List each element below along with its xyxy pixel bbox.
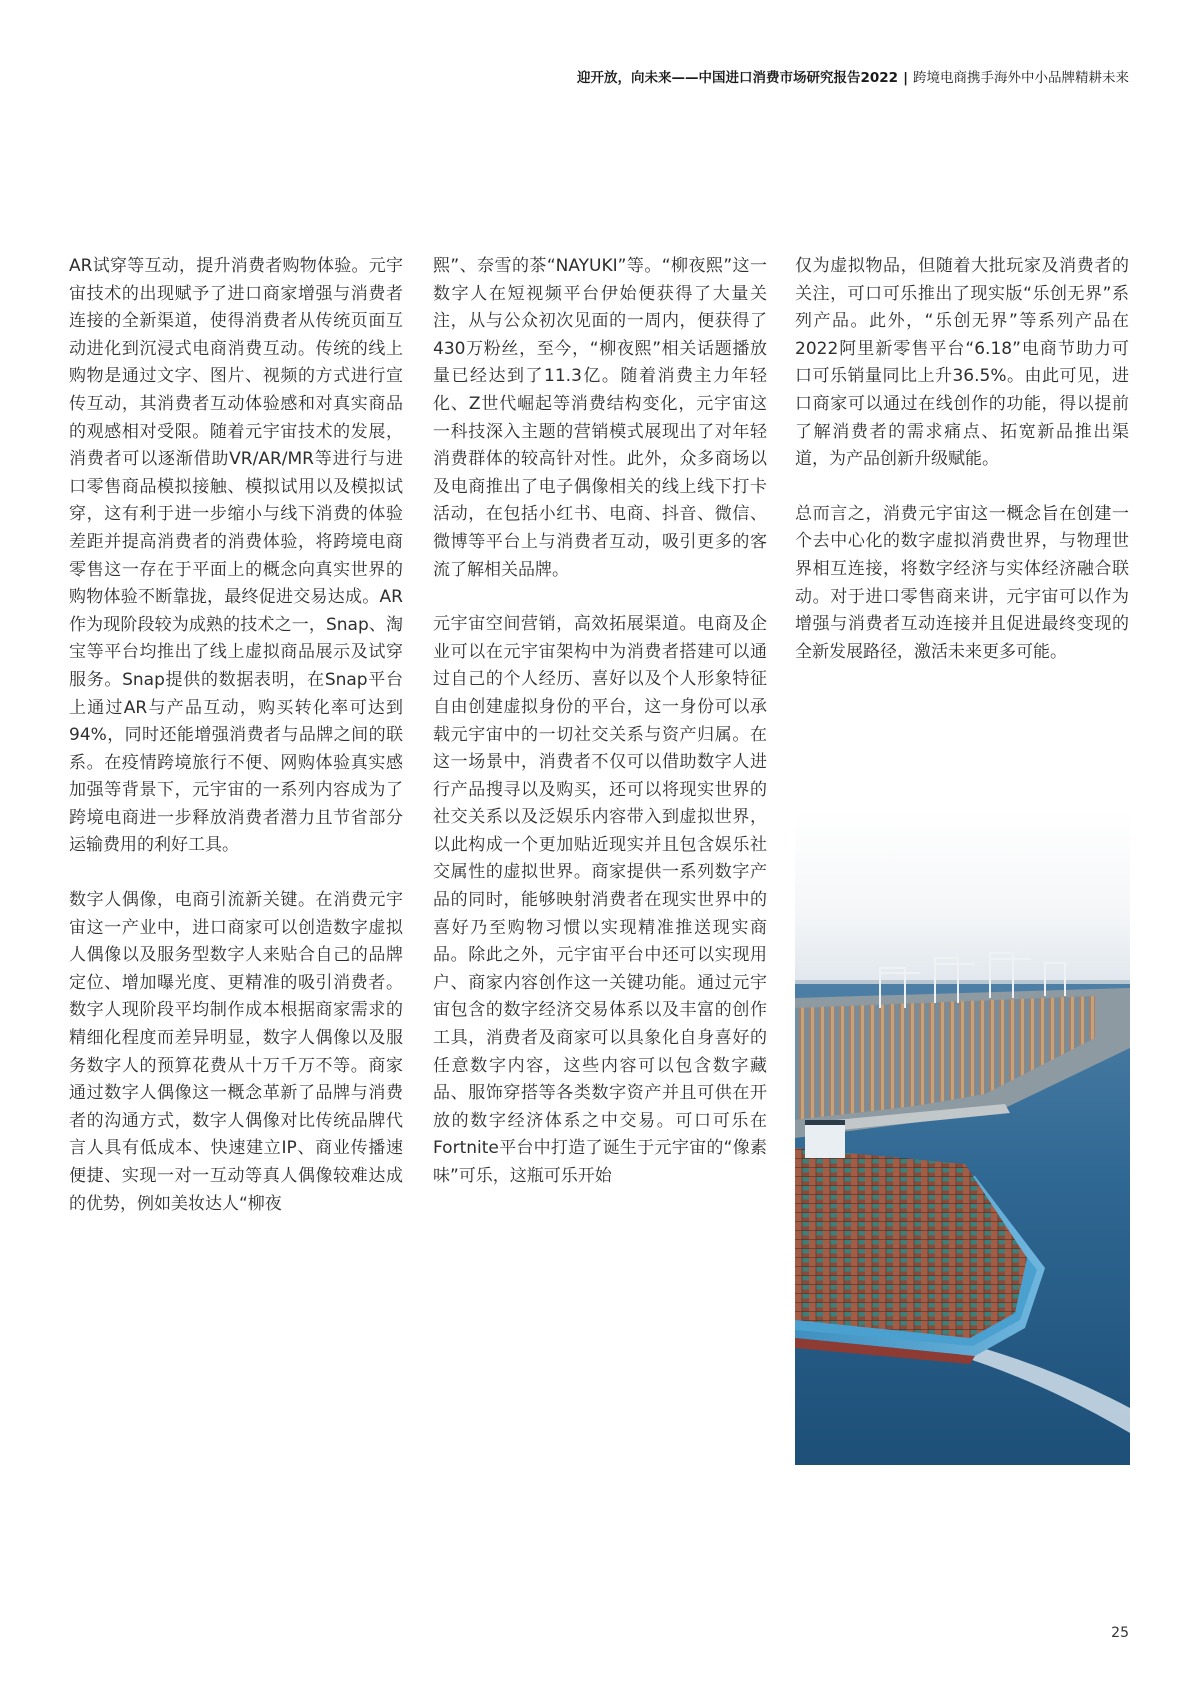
page-header (577, 66, 1129, 86)
header-separator: | (903, 70, 908, 86)
photo-illustration (795, 808, 1130, 1465)
text-column-3 (795, 253, 1129, 693)
page-number: 25 (1111, 1625, 1129, 1641)
paragraph: 仅为虚拟物品，但随着大批玩家及消费者的关注，可口可乐推出了现实版“乐创无界”系列产品。此外，“乐创无界”等系列产品在2022阿里新零售平台“6.18”电商节助力可口可乐销量同比上升36.5%。由此可见，进口商家可以通过在线创作的功能，得以提前了解消费者的需求痛点、拓宽新品推出渠道，为产品创新升级赋能。 (795, 256, 1129, 470)
report-subtitle: 跨境电商携手海外中小品牌精耕未来 (913, 70, 1129, 86)
paragraph: 数字人偶像，电商引流新关键。在消费元宇宙这一产业中，进口商家可以创造数字虚拟人偶像以及服务型数字人来贴合自己的品牌定位、增加曝光度、更精准的吸引消费者。数字人现阶段平均制作成本根据商家需求的精细化程度而差异明显，数字人偶像以及服务数字人的预算花费从十万千万不等。商家通过数字人偶像这一概念革新了品牌与消费者的沟通方式，数字人偶像对比传统品牌代言人具有低成本、快速建立IP、商业传播速便捷、实现一对一互动等真人偶像较难达成的优势，例如美妆达人“柳夜 (69, 890, 403, 1214)
paragraph: 熙”、奈雪的茶“NAYUKI”等。“柳夜熙”这一数字人在短视频平台伊始便获得了大量关注，从与公众初次见面的一周内，便获得了430万粉丝，至今，“柳夜熙”相关话题播放量已经达到了11.3亿。随着消费主力年轻化、Z世代崛起等消费结构变化，元宇宙这一科技深入主题的营销模式展现出了对年轻消费群体的较高针对性。此外，众多商场以及电商推出了电子偶像相关的线上线下打卡活动，在包括小红书、电商、抖音、微信、微博等平台上与消费者互动，吸引更多的客流了解相关品牌。 (433, 256, 767, 580)
text-column-2 (433, 253, 767, 1218)
container-port-ship-photo (795, 808, 1130, 1465)
text-column-1 (69, 253, 403, 1245)
report-title: 迎开放，向未来——中国进口消费市场研究报告2022 (576, 70, 899, 86)
paragraph: 总而言之，消费元宇宙这一概念旨在创建一个去中心化的数字虚拟消费世界，与物理世界相互连接，将数字经济与实体经济融合联动。对于进口零售商来讲，元宇宙可以作为增强与消费者互动连接并且促进最终变现的全新发展路径，激活未来更多可能。 (795, 503, 1129, 662)
paragraph: 元宇宙空间营销，高效拓展渠道。电商及企业可以在元宇宙架构中为消费者搭建可以通过自己的个人经历、喜好以及个人形象特征自由创建虚拟身份的平台，这一身份可以承载元宇宙中的一切社交关系与资产归属。在这一场景中，消费者不仅可以借助数字人进行产品搜寻以及购买，还可以将现实世界的社交关系以及泛娱乐内容带入到虚拟世界，以此构成一个更加贴近现实并且包含娱乐社交属性的虚拟世界。商家提供一系列数字产品的同时，能够映射消费者在现实世界中的喜好乃至购物习惯以实现精准推送现实商品。除此之外，元宇宙平台中还可以实现用户、商家内容创作这一关键功能。通过元宇宙包含的数字经济交易体系以及丰富的创作工具，消费者及商家可以具象化自身喜好的任意数字内容，这些内容可以包含数字藏品、服饰穿搭等各类数字资产并且可供在开放的数字经济体系之中交易。可口可乐在Fortnite平台中打造了诞生于元宇宙的“像素味”可乐，这瓶可乐开始 (433, 614, 767, 1186)
paragraph: AR试穿等互动，提升消费者购物体验。元宇宙技术的出现赋予了进口商家增强与消费者连接的全新渠道，使得消费者从传统页面互动进化到沉浸式电商消费互动。传统的线上购物是通过文字、图片、视频的方式进行宣传互动，其消费者互动体验感和对真实商品的观感相对受限。随着元宇宙技术的发展，消费者可以逐渐借助VR/AR/MR等进行与进口零售商品模拟接触、模拟试用以及模拟试穿，这有利于进一步缩小与线下消费的体验差距并提高消费者的消费体验，将跨境电商零售这一存在于平面上的概念向真实世界的购物体验不断靠拢，最终促进交易达成。AR作为现阶段较为成熟的技术之一，Snap、淘宝等平台均推出了线上虚拟商品展示及试穿服务。Snap提供的数据表明，在Snap平台上通过AR与产品互动，购买转化率可达到94%，同时还能增强消费者与品牌之间的联系。在疫情跨境旅行不便、网购体验真实感加强等背景下，元宇宙的一系列内容成为了跨境电商进一步释放消费者潜力且节省部分运输费用的利好工具。 (69, 256, 403, 856)
